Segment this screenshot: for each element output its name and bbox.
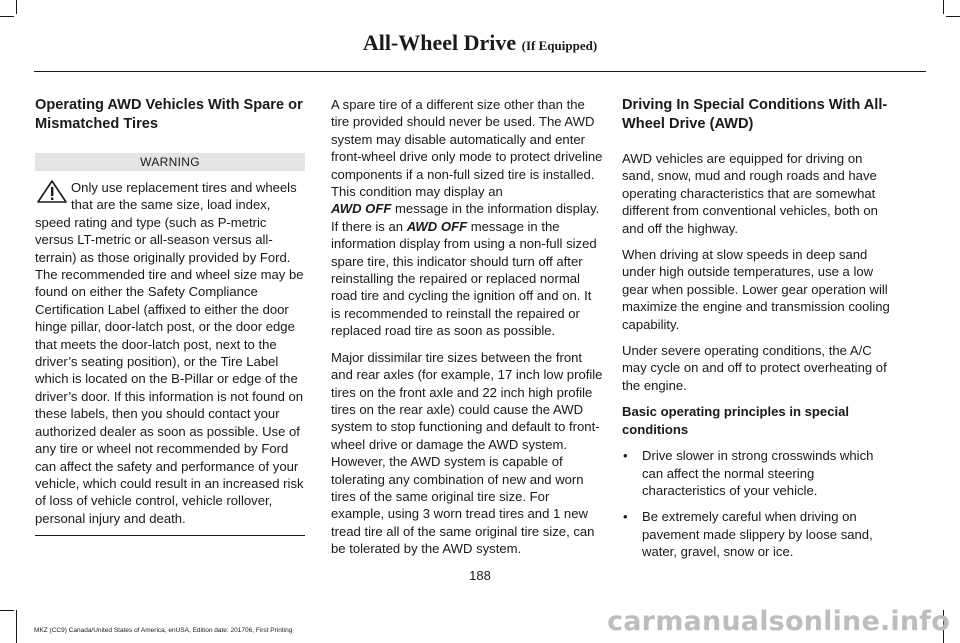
crop-mark-bottom-left [16,610,17,643]
page-header [0,30,960,56]
column-left [35,96,305,536]
text-fragment: message in the information display from using a non-full sized spare tire, this indicator should turn off after reinstalling the repaired or replaced normal road tire and cycling the ignition off and on. It is recommended to reinstall the repaired or replaced road tire as soon as possible. [331,218,597,339]
warning-divider [35,535,305,536]
warning-text: Only use replacement tires and wheels that are the same size, load index, speed rating and type (such as P-metric versus LT-metric or all-season versus all-terrain) as those originally provided by Ford. The recommended tire and wheel size may be found on either the Safety Compliance Certification Label (affixed to either the door hinge pillar, door-latch post, or the door edge that meets the door-latch post, next to the driver’s seating position), or the Tire Label which is located on the B-Pillar or edge of the driver’s door. If this information is not found on these labels, then you should contact your authorized dealer as soon as possible. Use of any tire or wheel not recommended by Ford can affect the safety and performance of your vehicle, which could result in an increased risk of loss of vehicle control, vehicle rollover, personal injury and death. [35,180,304,526]
warning-banner: WARNING [35,153,305,171]
column-right [622,96,895,570]
footer-edition-info: MKZ (CC9) Canada/United States of America, enUSA, Edition date: 201706, First Printing [34,627,293,634]
paragraph-dissimilar-tires: Major dissimilar tire sizes between the front and rear axles (for example, 17 inch low profile tires on the front axle and 22 inch high profile tires on the rear axle) could cause the AWD system to stop functioning and default to front-wheel drive or damage the AWD system. However, the AWD system is capable of tolerating any combination of new and worn tires of the same original tire size. For example, using 3 worn tread tires and 1 new tread tire all of the same original tire size, can be tolerated by the AWD system. [331,349,603,557]
list-item [622,508,895,560]
crop-mark-top-left [16,0,17,14]
header-divider [34,71,926,72]
page-number: 188 [469,568,491,583]
crop-mark-top-right-h [946,16,960,17]
crop-mark-top-right [943,0,944,14]
paragraph-severe-conditions: Under severe operating conditions, the A/C may cycle on and off to protect overheating of the engine. [622,343,887,393]
awd-off-message: AWD OFF [331,201,392,217]
crop-mark-bottom-left-h [0,610,14,611]
section-title: All-Wheel Drive [362,30,517,55]
paragraph-equipped: AWD vehicles are equipped for driving on sand, snow, mud and rough roads and have operating characteristics that are somewhat different from conventional vehicles, both on and off the highway. [622,151,878,236]
crop-mark-top-left-h [0,16,14,17]
awd-off-message: AWD OFF [406,218,468,234]
text-fragment: message in the information display. If there is an [331,201,600,234]
section-heading-special-conditions: Driving In Special Conditions With All-Wheel Drive (AWD) [622,97,888,132]
warning-block [35,179,305,536]
list-item-text: Drive slower in strong crosswinds which can affect the normal steering characteristics of your vehicle. [642,448,874,498]
paragraph-slow-speeds: When driving at slow speeds in deep sand under high outside temperatures, use a low gear when possible. Lower gear operation will maximize the engine and transmission cooling capability. [622,247,890,332]
paragraph-spare-tire [331,96,603,340]
watermark: carmanualsonline.info [607,606,950,637]
principles-list [622,447,895,560]
section-heading-spare-tires: Operating AWD Vehicles With Spare or Mismatched Tires [35,97,303,132]
text-fragment: A spare tire of a different size other than the tire provided should never be used. The AWD system may disable automatically and enter front-wheel drive only mode to protect driveline components if a non-full sized tire is installed. This condition may display an [331,97,603,200]
subheading-principles: Basic operating principles in special conditions [622,404,850,437]
bullet: • [623,509,628,525]
list-item [622,447,895,499]
warning-triangle-icon [35,179,71,205]
list-item-text: Be extremely careful when driving on pavement made slippery by loose sand, water, gravel, snow or ice. [642,509,873,560]
column-middle [331,96,603,567]
section-subtitle: (If Equipped) [521,38,598,53]
bullet: • [623,448,628,464]
